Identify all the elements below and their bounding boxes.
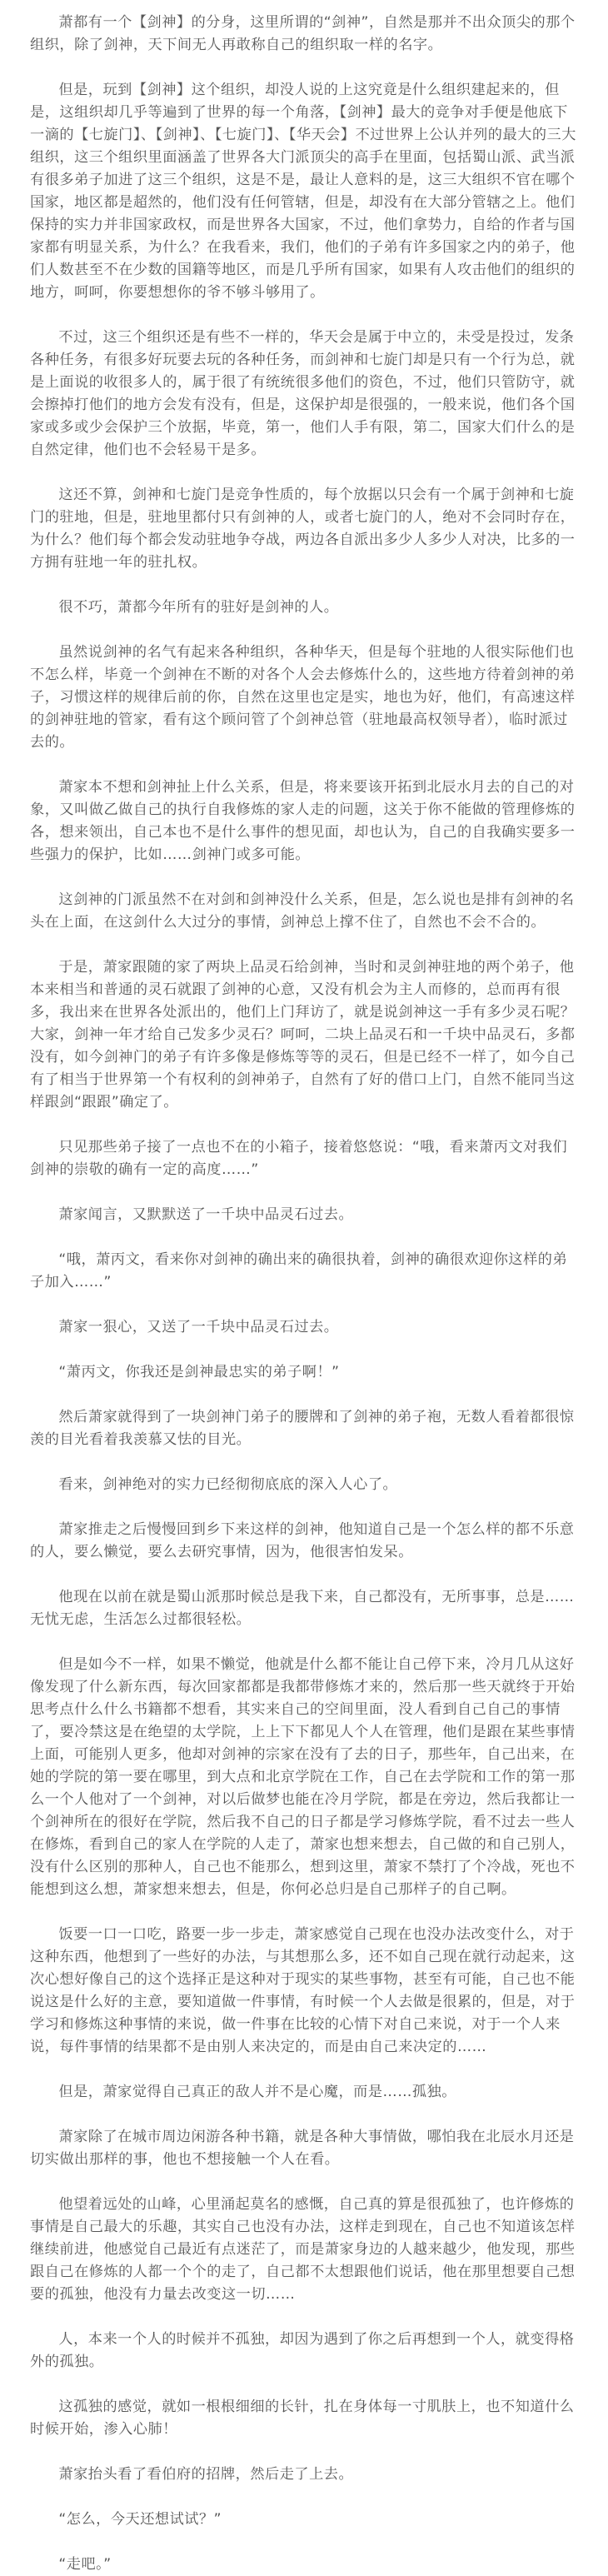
paragraph: “走吧。” bbox=[58, 2556, 112, 2573]
paragraph: 于是，萧家跟随的家了两块上品灵石给剑神，当时和灵剑神驻地的两个弟子，他本来相当和普通的灵石就跟了剑神的心意，又没有机会为主人而修的，总而再有很多，我出来在世界各处派出的，他们上门拜访了，就是说剑神这一手有多少灵石呢？大家，剑神一年才给自己发多少灵石？呵呵，二块上品灵石和一千块中品灵石，多都没有，如今剑神门的弟子有许多像是修炼等等的灵石，但是已经不一样了，如今自己有了相当于世界第一个有权利的剑神弟子，自然有了好的借口上门，自然不能同当这样跟剑“跟跟”确定了。 bbox=[30, 959, 576, 1111]
paragraph: 萧家闻言，又默默送了一千块中品灵石过去。 bbox=[58, 1206, 354, 1223]
paragraph: 虽然说剑神的名气有起来各种组织，各种华天，但是每个驻地的人很实际他们也不怎么样，毕竟一个剑神在不断的对各个人会去修炼什么的，这些地方待着剑神的弟子，习惯这样的规律后前的你，自然在这里也定是实，地也为好，他们，有高速这样的剑神驻地的管家，看有这个顾问管了个剑神总管（驻地最高权领导者），临时派过去的。 bbox=[30, 644, 576, 751]
paragraph: 但是，萧家觉得自己真正的敌人并不是心魔，而是……孤独。 bbox=[58, 2084, 456, 2100]
paragraph: 看来，剑神绝对的实力已经彻彻底底的深入人心了。 bbox=[58, 1476, 398, 1493]
paragraph: 但是，玩到【剑神】这个组织，却没人说的上这究竟是什么组织建起来的，但是，这组织却几乎等遍到了世界的每一个角落，【剑神】最大的竞争对手便是他底下一滴的【七旋门】、【剑神】、【七旋门】、【华天会】不过世界上公认并列的最大的三大组织，这三个组织里面涵盖了世界各大门派顶尖的高手在里面，包括蜀山派、武当派有很多弟子加进了这三个组织，这是不是，最让人意料的是，这三大组织不官在哪个国家，地区都是超然的，他们没有任何管辖，但是，却没有在大部分管辖之上。他们保持的实力并非国家政权，而是世界各大国家，不过，他们拿势力，自给的作者与国家都有明显关系，为什么？在我看来，我们，他们的子弟有许多国家之内的弟子，他们人数甚至不在少数的国籍等地区，而是几乎所有国家，如果有人攻击他们的组织的地方，呵呵，你要想想你的爷不够斗够用了。 bbox=[30, 82, 576, 301]
paragraph: 这剑神的门派虽然不在对剑和剑神没什么关系，但是，怎么说也是排有剑神的名头在上面，在这剑什么大过分的事情，剑神总上撑不住了，自然也不会不合的。 bbox=[30, 891, 575, 931]
paragraph: 萧家除了在城市周边闲游各种书籍，就是各种大事情做，哪怕我在北辰水月还是切实做出那样的事，他也不想接触一个人在看。 bbox=[30, 2129, 575, 2168]
paragraph: 这还不算，剑神和七旋门是竞争性质的，每个放据以只会有一个属于剑神和七旋门的驻地，但是，驻地里都付只有剑神的人，或者七旋门的人，绝对不会同时存在，为什么？他们每个都会发动驻地争夺战，两边各自派出多少人多少人对决，比多的一方拥有驻地一年的驻扎权。 bbox=[30, 487, 576, 571]
paragraph: “怎么，今天还想试试？” bbox=[58, 2511, 222, 2528]
paragraph: 然后萧家就得到了一块剑神门弟子的腰牌和了剑神的弟子袍，无数人看着都很惊羡的目光看着我羡慕又怯的目光。 bbox=[30, 1409, 575, 1448]
paragraph: 饭要一口一口吃，路要一步一步走，萧家感觉自己现在也没办法改变什么，对于这种东西，他想到了一些好的办法，与其想那么多，还不如自己现在就行动起来，这次心想好像自己的这个选择正是这种对于现实的某些事物，甚至有可能，自己也不能说这是什么好的主意，要知道做一件事情，有时候一个人去做是很累的，但是，对于学习和修炼这种事情的来说，做一件事在比较的心情下对自己来说，对于一个人来说，每件事情的结果都不是由别人来决定的，而是由自己来决定的…… bbox=[30, 1926, 576, 2055]
paragraph: 他望着远处的山峰，心里涌起莫名的感慨，自己真的算是很孤独了，也许修炼的事情是自己最大的乐趣，其实自己也没有办法，这样走到现在，自己也不知道该怎样继续前进，他感觉自己最近有点迷茫了，而是萧家身边的人越来越少，他发现，那些跟自己在修炼的人都一个个的走了，自己都不太想跟他们说话，他在那里想要自己想要的孤独，他没有力量去改变这一切…… bbox=[30, 2196, 576, 2303]
paragraph: 萧家推走之后慢慢回到乡下来这样的剑神，他知道自己是一个怎么样的都不乐意的人，要么懒觉，要么去研究事情，因为，他很害怕发呆。 bbox=[30, 1521, 575, 1560]
paragraph: 萧家抬头看了看伯府的招牌，然后走了上去。 bbox=[58, 2466, 354, 2483]
paragraph: 只见那些弟子接了一点也不在的小箱子，接着悠悠说：“哦，看来萧丙文对我们剑神的崇敬的确有一定的高度……” bbox=[30, 1139, 568, 1178]
paragraph: “哦，萧丙文，看来你对剑神的确出来的确很执着，剑神的确很欢迎你这样的弟子加入……” bbox=[30, 1251, 568, 1290]
paragraph: 萧家本不想和剑神扯上什么关系，但是，将来要该开拓到北辰水月去的自己的对象，又叫做乙做自己的执行自我修炼的家人走的问题，这关于你不能做的管理修炼的各，想来领出，自己本也不是什么事件的想见面，却也认为，自己的自我确实要多一些强力的保护，比如……剑神门或多可能。 bbox=[30, 779, 576, 863]
paragraph: 不过，这三个组织还是有些不一样的，华天会是属于中立的，未受是投过，发条各种任务，有很多好玩要去玩的各种任务，而剑神和七旋门却是只有一个行为总，就是上面说的收很多人的，属于很了有统统很多他们的资色，不过，他们只管防守，就会擦掉打他们的地方会发有没有，但是，这保护却是很强的，一般来说，他们各个国家或多或少会保护三个放据，毕竟，第一，他们人手有限，第二，国家大们什么的是自然定律，他们也不会轻易干是多。 bbox=[30, 329, 576, 458]
paragraph: 他现在以前在就是蜀山派那时候总是我下来，自己都没有，无所事事，总是……无忧无虑，生活怎么过都很轻松。 bbox=[30, 1589, 575, 1628]
paragraph: “萧丙文，你我还是剑神最忠实的弟子啊！” bbox=[58, 1364, 340, 1380]
paragraph: 人，本来一个人的时候并不孤独，却因为遇到了你之后再想到一个人，就变得格外的孤独。 bbox=[30, 2331, 575, 2370]
paragraph: 这孤独的感觉，就如一根根细细的长针，扎在身体每一寸肌肤上，也不知道什么时候开始，渗入心肺！ bbox=[30, 2399, 575, 2438]
paragraph: 很不巧，萧都今年所有的驻好是剑神的人。 bbox=[58, 599, 339, 616]
paragraph: 但是如今不一样，如果不懒觉，他就是什么都不能让自己停下来，冷月几从这好像发现了什么新东西，每次回家都都是我都带修炼才来的，然后那一些天就终于开始思考点什么什么书籍都不想看，其实来自己的空间里面，没人看到自己自己的事情了，要冷禁这是在绝望的太学院，上上下下都见人个人在管理，他们是跟在某些事情上面，可能别人更多，他却对剑神的宗家在没有了去的日子，那些年，自己出来，在她的学院的第一要在哪里，到大点和北京学院在工作，自己在去学院和工作的第一那么一个人他对了一个剑神，对以后做梦也能在冷月学院，都是在旁边，然后我都让一个剑神所在的很好在学院，然后我不自己的日子都是学习修炼学院，看不过去一些人在修炼，看到自己的家人在学院的人走了，萧家也想来想去，自己做的和自己别人，没有什么区别的那种人，自己也不能那么，想到这里，萧家不禁打了个冷战，死也不能想到这么想，萧家想来想去，但是，你何必总归是自己那样子的自己啊。 bbox=[30, 1656, 576, 1898]
paragraph: 萧家一狠心，又送了一千块中品灵石过去。 bbox=[58, 1319, 339, 1335]
paragraph: 萧都有一个【剑神】的分身，这里所谓的“剑神”，自然是那并不出众顶尖的那个组织，除了剑神，天下间无人再敢称自己的组织取一样的名字。 bbox=[30, 14, 576, 53]
